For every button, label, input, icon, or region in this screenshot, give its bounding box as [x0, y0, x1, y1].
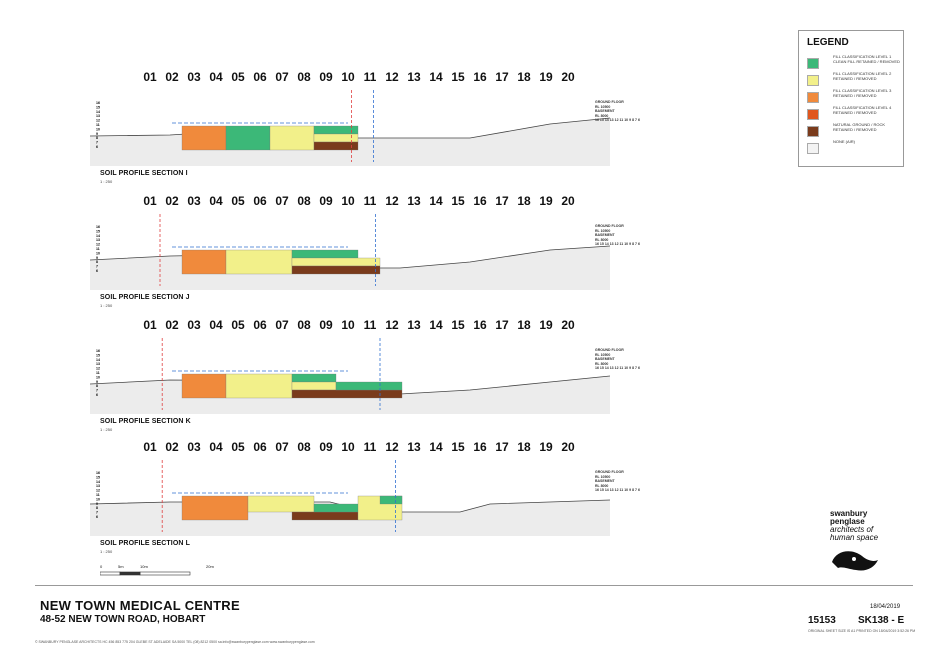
grid-label: 05	[231, 194, 245, 208]
fill-classification-block	[182, 374, 226, 398]
rl-tick-label: 14	[96, 233, 100, 238]
grid-label: 08	[297, 440, 311, 454]
grid-label: 19	[539, 440, 553, 454]
grid-label: 01	[143, 70, 157, 84]
grid-label: 04	[209, 194, 223, 208]
grid-label: 19	[539, 318, 553, 332]
legend-item	[807, 72, 901, 88]
section-title: SOIL PROFILE SECTION J	[100, 294, 190, 301]
section-drawing	[90, 334, 610, 414]
grid-label: 16	[473, 70, 487, 84]
grid-label: 13	[407, 318, 421, 332]
grid-label: 02	[165, 440, 179, 454]
rl-tick: 7	[635, 242, 637, 247]
grid-label: 07	[275, 440, 289, 454]
grid-labels	[143, 440, 590, 454]
rl-tick-label: 16	[96, 349, 100, 353]
section-scale: 1 : 250	[100, 427, 113, 432]
grid-label: 11	[363, 318, 377, 332]
rl-tick-label: 7	[96, 264, 98, 269]
legend-swatch	[807, 109, 819, 120]
fill-classification-block	[292, 390, 402, 398]
scale-label-5: 5m	[118, 564, 124, 569]
grid-label: 01	[143, 440, 157, 454]
legend-item	[807, 89, 901, 105]
rl-tick-label: 14	[96, 109, 100, 114]
grid-label: 15	[451, 70, 465, 84]
grid-label: 08	[297, 70, 311, 84]
legend-swatch	[807, 75, 819, 86]
rl-tick: 13	[609, 242, 614, 247]
rl-tick-label: 12	[96, 488, 100, 493]
grid-label: 12	[385, 440, 399, 454]
rl-label: GROUND FLOOR	[595, 100, 624, 104]
rl-tick: 8	[632, 366, 635, 371]
rl-tick: 16	[595, 366, 599, 371]
rl-label: BASEMENT	[595, 357, 615, 362]
rl-tick-label: 9	[96, 379, 98, 384]
logo-name-2: penglase	[830, 517, 865, 526]
rl-tick: 12	[614, 488, 619, 493]
rl-label: GROUND FLOOR	[595, 348, 624, 352]
grid-label: 05	[231, 318, 245, 332]
grid-label: 16	[473, 318, 487, 332]
rl-tick-label: 7	[96, 388, 98, 393]
grid-labels	[143, 194, 590, 208]
rl-tick-label: 16	[96, 101, 100, 105]
rl-tick: 13	[609, 488, 614, 493]
rl-tick-label: 14	[96, 357, 100, 362]
logo-name-1: swanbury	[830, 509, 868, 518]
rl-tick: 10	[624, 242, 629, 247]
fill-classification-block	[292, 250, 358, 258]
fill-classification-block	[226, 374, 292, 398]
scale-bar	[100, 566, 220, 587]
grid-label: 16	[473, 194, 487, 208]
footer-divider	[35, 585, 913, 586]
grid-label: 11	[363, 194, 377, 208]
grid-label: 05	[231, 440, 245, 454]
grid-label: 05	[231, 70, 245, 84]
grid-label: 14	[429, 70, 443, 84]
legend-item	[807, 55, 901, 71]
rl-tick-label: 6	[96, 515, 98, 519]
rl-tick-label: 16	[96, 471, 100, 475]
rl-tick-label: 8	[96, 384, 98, 389]
grid-label: 20	[561, 194, 575, 208]
fill-classification-block	[292, 512, 358, 520]
grid-label: 19	[539, 194, 553, 208]
grid-labels	[143, 318, 590, 332]
soil-profile-section-4	[90, 440, 640, 570]
rl-label: RL 10500	[595, 474, 611, 479]
rl-tick: 6	[638, 118, 640, 123]
fill-classification-block	[292, 266, 380, 274]
grid-label: 09	[319, 194, 333, 208]
rl-tick: 14	[604, 118, 609, 123]
rl-tick: 10	[624, 366, 629, 371]
grid-label: 10	[341, 440, 355, 454]
fill-classification-block	[248, 496, 314, 512]
rl-tick: 12	[614, 242, 619, 247]
grid-label: 08	[297, 318, 311, 332]
rl-tick-label: 6	[96, 269, 98, 273]
right-rl-labels	[595, 470, 641, 493]
legend-item	[807, 140, 901, 156]
project-title: NEW TOWN MEDICAL CENTRE	[40, 598, 240, 613]
rl-label: RL 10500	[595, 228, 611, 233]
grid-label: 15	[451, 194, 465, 208]
rl-tick-label: 6	[96, 145, 98, 149]
fill-classification-block	[292, 374, 336, 382]
grid-label: 03	[187, 318, 201, 332]
section-scale: 1 : 250	[100, 179, 113, 184]
rl-tick: 9	[629, 118, 632, 123]
legend-swatch	[807, 92, 819, 103]
rl-tick: 11	[619, 488, 624, 493]
legend-swatch	[807, 126, 819, 137]
grid-label: 10	[341, 70, 355, 84]
legend-text: FILL CLASSIFICATION LEVEL 2 RETAINED / REMOVED	[833, 71, 892, 81]
grid-label: 16	[473, 440, 487, 454]
rl-tick: 8	[632, 242, 635, 247]
grid-label: 01	[143, 318, 157, 332]
grid-label: 06	[253, 70, 267, 84]
rl-label: RL 8000	[595, 237, 609, 242]
fill-classification-block	[270, 126, 314, 150]
rl-tick: 9	[629, 366, 632, 371]
grid-label: 19	[539, 70, 553, 84]
rl-tick: 9	[629, 488, 632, 493]
fill-classification-block	[226, 250, 292, 274]
rl-label: GROUND FLOOR	[595, 470, 624, 474]
section-drawing	[90, 456, 610, 536]
job-number: 15153	[808, 615, 836, 626]
legend-text: NATURAL GROUND / ROCK RETAINED / REMOVED	[833, 122, 886, 132]
rl-tick: 6	[638, 488, 640, 493]
right-rl-labels	[595, 348, 641, 371]
grid-label: 06	[253, 440, 267, 454]
grid-label: 09	[319, 318, 333, 332]
grid-label: 20	[561, 440, 575, 454]
grid-label: 06	[253, 194, 267, 208]
legend-title: LEGEND	[807, 37, 849, 48]
rl-tick: 12	[614, 118, 619, 123]
rl-tick-label: 9	[96, 255, 98, 260]
section-scale: 1 : 250	[100, 303, 113, 308]
rl-label: BASEMENT	[595, 109, 615, 114]
grid-label: 09	[319, 440, 333, 454]
grid-label: 07	[275, 70, 289, 84]
right-rl-ticks	[595, 366, 641, 371]
rl-tick-label: 6	[96, 393, 98, 397]
sheet-number: SK138 - E	[858, 615, 905, 626]
rl-label: RL 8000	[595, 483, 609, 488]
legend-item	[807, 123, 901, 139]
legend-text: FILL CLASSIFICATION LEVEL 3 RETAINED / REMOVED	[833, 88, 892, 98]
fill-classification-block	[292, 258, 380, 266]
rl-tick: 14	[604, 488, 609, 493]
logo-tagline-1: architects of	[830, 525, 874, 534]
project-address: 48-52 NEW TOWN ROAD, HOBART	[40, 614, 206, 625]
rl-tick: 9	[629, 242, 632, 247]
section-title: SOIL PROFILE SECTION K	[100, 418, 191, 425]
rl-tick-label: 8	[96, 136, 98, 141]
grid-label: 09	[319, 70, 333, 84]
section-drawing	[90, 210, 610, 290]
legend-text: NONE (AIR)	[833, 139, 855, 144]
grid-label: 04	[209, 440, 223, 454]
rl-tick-label: 15	[96, 353, 100, 358]
firm-logo	[830, 510, 920, 580]
grid-label: 11	[363, 440, 377, 454]
grid-label: 07	[275, 194, 289, 208]
grid-label: 13	[407, 70, 421, 84]
grid-label: 10	[341, 318, 355, 332]
grid-label: 12	[385, 194, 399, 208]
logo-tagline-2: human space	[830, 533, 879, 542]
rl-tick: 6	[638, 242, 640, 247]
grid-label: 14	[429, 318, 443, 332]
rl-label: RL 10500	[595, 352, 611, 357]
rl-tick-label: 8	[96, 260, 98, 265]
issue-date: 18/04/2019	[870, 604, 901, 610]
fill-classification-block	[292, 382, 336, 390]
grid-label: 13	[407, 194, 421, 208]
grid-label: 18	[517, 440, 531, 454]
rl-tick-label: 13	[96, 114, 100, 119]
grid-label: 17	[495, 440, 509, 454]
grid-label: 06	[253, 318, 267, 332]
rl-tick: 8	[632, 488, 635, 493]
soil-profile-section-2	[90, 194, 640, 324]
grid-label: 02	[165, 194, 179, 208]
rl-tick-label: 13	[96, 484, 100, 489]
rl-tick: 16	[595, 118, 599, 123]
grid-label: 08	[297, 194, 311, 208]
grid-label: 15	[451, 440, 465, 454]
rl-tick: 8	[632, 118, 635, 123]
grid-label: 17	[495, 318, 509, 332]
right-rl-labels	[595, 100, 641, 123]
rl-label: RL 10500	[595, 104, 611, 109]
grid-label: 01	[143, 194, 157, 208]
right-rl-ticks	[595, 242, 641, 247]
fill-classification-block	[182, 250, 226, 274]
rl-tick: 15	[599, 242, 604, 247]
rl-label: BASEMENT	[595, 233, 615, 238]
rl-tick: 11	[619, 242, 624, 247]
fill-classification-block	[226, 126, 270, 150]
legend-swatch	[807, 143, 819, 154]
fill-classification-block	[336, 382, 402, 390]
rl-tick: 11	[619, 366, 624, 371]
rl-tick-label: 15	[96, 229, 100, 234]
grid-label: 10	[341, 194, 355, 208]
rl-tick: 7	[635, 366, 637, 371]
grid-label: 18	[517, 70, 531, 84]
grid-label: 12	[385, 318, 399, 332]
rl-tick-label: 9	[96, 501, 98, 506]
right-rl-ticks	[595, 488, 641, 493]
rl-tick-label: 11	[96, 371, 100, 375]
section-title: SOIL PROFILE SECTION L	[100, 540, 190, 547]
rl-tick: 16	[595, 242, 599, 247]
section-drawing	[90, 86, 610, 166]
grid-label: 18	[517, 318, 531, 332]
legend	[798, 30, 904, 167]
grid-label: 17	[495, 70, 509, 84]
rl-tick-label: 12	[96, 242, 100, 247]
rl-tick: 14	[604, 366, 609, 371]
rl-tick: 10	[624, 118, 629, 123]
section-title: SOIL PROFILE SECTION I	[100, 170, 188, 177]
rl-label: RL 8000	[595, 113, 609, 118]
grid-label: 11	[363, 70, 377, 84]
right-rl-ticks	[595, 118, 641, 123]
grid-label: 14	[429, 194, 443, 208]
grid-label: 02	[165, 70, 179, 84]
legend-text: FILL CLASSIFICATION LEVEL 4 RETAINED / REMOVED	[833, 105, 892, 115]
rl-tick-label: 14	[96, 479, 100, 484]
rl-tick-label: 11	[96, 493, 100, 497]
soil-profile-section-3	[90, 318, 640, 448]
rl-label: RL 8000	[595, 361, 609, 366]
rl-label: GROUND FLOOR	[595, 224, 624, 228]
rl-tick-label: 10	[96, 375, 100, 380]
legend-text: FILL CLASSIFICATION LEVEL 1 CLEAN FILL RETAINED / REMOVED	[833, 54, 900, 64]
grid-label: 03	[187, 194, 201, 208]
rl-tick-label: 13	[96, 362, 100, 367]
grid-label: 14	[429, 440, 443, 454]
fill-classification-block	[380, 496, 402, 504]
right-rl-labels	[595, 224, 641, 247]
rl-tick-label: 16	[96, 225, 100, 229]
grid-labels	[143, 70, 590, 84]
soil-profile-section-1	[90, 70, 640, 200]
fill-classification-block	[182, 496, 248, 520]
rl-tick: 15	[599, 118, 604, 123]
rl-tick-label: 12	[96, 366, 100, 371]
rl-tick: 7	[635, 118, 637, 123]
rl-tick: 13	[609, 118, 614, 123]
rl-tick: 15	[599, 488, 604, 493]
firm-contact-details: © SWANBURY PENGLASE ARCHITECTS HC 456 853 775 204 GLEBE ST ADELAIDE SA 5000 TEL (08) 8212 0500 sa.info@swanburypenglase.com www.swanburypenglase.com	[35, 640, 315, 644]
grid-label: 13	[407, 440, 421, 454]
rl-tick: 6	[638, 366, 640, 371]
grid-label: 18	[517, 194, 531, 208]
rl-tick-label: 7	[96, 510, 98, 515]
legend-swatch	[807, 58, 819, 69]
rl-label: BASEMENT	[595, 479, 615, 484]
scale-label-10: 10m	[140, 564, 148, 569]
grid-label: 02	[165, 318, 179, 332]
grid-label: 20	[561, 70, 575, 84]
rl-tick: 12	[614, 366, 619, 371]
fill-classification-block	[182, 126, 226, 150]
logo-mark-icon	[830, 546, 880, 574]
grid-label: 04	[209, 70, 223, 84]
rl-tick-label: 12	[96, 118, 100, 123]
rl-tick-label: 15	[96, 475, 100, 480]
rl-tick-label: 9	[96, 131, 98, 136]
rl-tick-label: 8	[96, 506, 98, 511]
rl-tick: 11	[619, 118, 624, 123]
rl-tick-label: 10	[96, 127, 100, 132]
legend-item	[807, 106, 901, 122]
rl-tick-label: 11	[96, 247, 100, 251]
grid-label: 20	[561, 318, 575, 332]
grid-label: 17	[495, 194, 509, 208]
section-scale: 1 : 250	[100, 549, 113, 554]
rl-tick: 16	[595, 488, 599, 493]
grid-label: 15	[451, 318, 465, 332]
rl-tick-label: 11	[96, 123, 100, 127]
grid-label: 03	[187, 440, 201, 454]
rl-tick: 10	[624, 488, 629, 493]
rl-tick-label: 10	[96, 251, 100, 256]
print-info: ORIGINAL SHEET SIZE IS A1 PRINTED ON 18/04/2019 3:52:26 PM	[808, 629, 916, 633]
rl-tick: 13	[609, 366, 614, 371]
scale-label-20: 20m	[206, 564, 214, 569]
rl-tick: 14	[604, 242, 609, 247]
rl-tick: 7	[635, 488, 637, 493]
rl-tick-label: 7	[96, 140, 98, 145]
grid-label: 12	[385, 70, 399, 84]
rl-tick-label: 13	[96, 238, 100, 243]
rl-tick: 15	[599, 366, 604, 371]
grid-label: 04	[209, 318, 223, 332]
rl-tick-label: 15	[96, 105, 100, 110]
scale-label-0: 0	[100, 564, 103, 569]
grid-label: 07	[275, 318, 289, 332]
grid-label: 03	[187, 70, 201, 84]
rl-tick-label: 10	[96, 497, 100, 502]
